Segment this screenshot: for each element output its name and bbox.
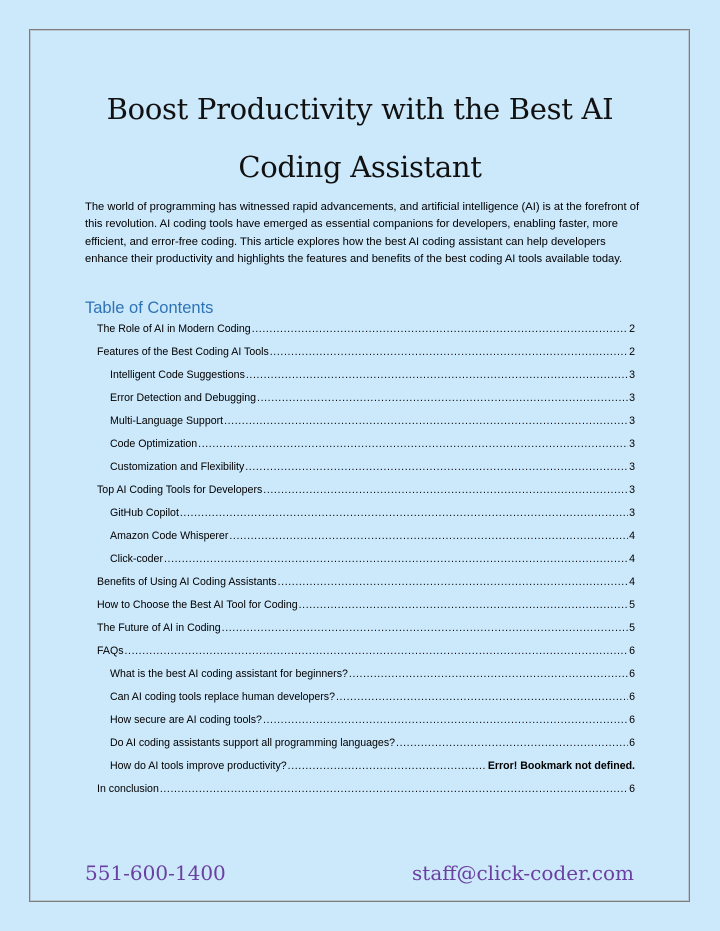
toc-dot-leader	[299, 596, 628, 614]
toc-page-number: 6	[629, 691, 635, 703]
toc-page-number: 3	[629, 392, 635, 404]
toc-dot-leader	[336, 688, 628, 706]
toc-dot-leader	[263, 711, 628, 729]
toc-entry-title: How to Choose the Best AI Tool for Coding	[97, 599, 298, 611]
toc-page-number: 3	[629, 484, 635, 496]
toc-dot-leader	[222, 619, 628, 637]
title-line-1: Boost Productivity with the Best AI	[106, 92, 614, 126]
toc-entry[interactable]	[97, 481, 635, 499]
toc-entry-title: Click-coder	[110, 553, 163, 565]
toc-page-number: 4	[629, 553, 635, 565]
toc-page-number: 6	[629, 645, 635, 657]
toc-entry-title: Multi-Language Support	[110, 415, 224, 427]
toc-dot-leader	[252, 320, 628, 338]
toc-entry[interactable]	[110, 550, 635, 568]
toc-dot-leader	[224, 412, 628, 430]
toc-dot-leader	[160, 780, 628, 798]
toc-page-number: 3	[629, 461, 635, 473]
toc-entry-title: Customization and Flexibility	[110, 461, 245, 473]
toc-dot-leader	[349, 665, 628, 683]
toc-entry[interactable]	[97, 642, 635, 660]
toc-page-number: 2	[629, 346, 635, 358]
toc-heading: Table of Contents	[85, 299, 214, 317]
toc-page-number: Error! Bookmark not defined.	[487, 760, 635, 772]
toc-entry-title: The Role of AI in Modern Coding	[97, 323, 251, 335]
footer-phone[interactable]: 551-600-1400	[85, 861, 226, 885]
toc-entry[interactable]	[110, 734, 635, 752]
toc-entry[interactable]	[110, 757, 635, 775]
toc-entry-title: In conclusion	[97, 783, 159, 795]
toc-entry[interactable]	[110, 711, 635, 729]
toc-page-number: 3	[629, 415, 635, 427]
toc-dot-leader	[180, 504, 628, 522]
toc-dot-leader	[198, 435, 628, 453]
toc-page-number: 3	[629, 438, 635, 450]
toc-entry-title: Intelligent Code Suggestions	[110, 369, 245, 381]
toc-entry[interactable]	[110, 504, 635, 522]
toc-entry[interactable]	[97, 573, 635, 591]
toc-entry[interactable]	[110, 366, 635, 384]
toc-page-number: 3	[629, 507, 635, 519]
toc-dot-leader	[164, 550, 628, 568]
intro-paragraph: The world of programming has witnessed rapid advancements, and artificial intelligence (AI) is at the forefront of this revolution. AI coding tools have emerged as essential companions for developers, enabling faster, more efficient, and error-free coding. This article explores how the best AI coding assistant can help developers enhance their productivity and highlights the features and benefits of the best coding AI tools available today.	[85, 201, 640, 265]
toc-page-number: 4	[629, 530, 635, 542]
toc-entry[interactable]	[110, 665, 635, 683]
toc-entry[interactable]	[110, 435, 635, 453]
toc-entry-title: FAQs	[97, 645, 124, 657]
toc-entry-title: GitHub Copilot	[110, 507, 179, 519]
toc-dot-leader	[396, 734, 628, 752]
toc-entry[interactable]	[110, 389, 635, 407]
toc-entry[interactable]	[97, 780, 635, 798]
toc-entry[interactable]	[110, 688, 635, 706]
toc-page-number: 6	[629, 737, 635, 749]
toc-page-number: 2	[629, 323, 635, 335]
toc-entry[interactable]	[97, 320, 635, 338]
toc-entry[interactable]	[110, 527, 635, 545]
toc-page-number: 5	[629, 622, 635, 634]
toc-page-number: 6	[629, 714, 635, 726]
toc-dot-leader	[270, 343, 628, 361]
toc-dot-leader	[288, 757, 487, 775]
footer-email[interactable]: staff@click-coder.com	[412, 861, 634, 885]
toc-entry[interactable]	[97, 619, 635, 637]
title-line-2: Coding Assistant	[238, 150, 482, 184]
toc-dot-leader	[229, 527, 628, 545]
toc-entry-title: Features of the Best Coding AI Tools	[97, 346, 269, 358]
toc-entry[interactable]	[110, 412, 635, 430]
toc-entry-title: Can AI coding tools replace human developers?	[110, 691, 335, 703]
toc-page-number: 3	[629, 369, 635, 381]
toc-entry-title: Do AI coding assistants support all programming languages?	[110, 737, 396, 749]
toc-page-number: 4	[629, 576, 635, 588]
toc-entry-title: Code Optimization	[110, 438, 198, 450]
toc-entry-title: Amazon Code Whisperer	[110, 530, 229, 542]
toc-entry-title: Benefits of Using AI Coding Assistants	[97, 576, 277, 588]
toc-entry-title: How secure are AI coding tools?	[110, 714, 262, 726]
toc-dot-leader	[125, 642, 629, 660]
toc-dot-leader	[257, 389, 628, 407]
toc-entry[interactable]	[110, 458, 635, 476]
toc-page-number: 5	[629, 599, 635, 611]
toc-entry[interactable]	[97, 596, 635, 614]
toc-entry[interactable]	[97, 343, 635, 361]
toc-entry-title: Error Detection and Debugging	[110, 392, 257, 404]
toc-entry-title: Top AI Coding Tools for Developers	[97, 484, 263, 496]
toc-dot-leader	[246, 366, 628, 384]
toc-dot-leader	[263, 481, 628, 499]
toc-dot-leader	[278, 573, 628, 591]
toc-entry-title: The Future of AI in Coding	[97, 622, 221, 634]
toc-entry-title: What is the best AI coding assistant for beginners?	[110, 668, 348, 680]
toc-entry-title: How do AI tools improve productivity?	[110, 760, 287, 772]
toc-page-number: 6	[629, 783, 635, 795]
toc-dot-leader	[245, 458, 628, 476]
document-title	[60, 80, 660, 196]
toc-page-number: 6	[629, 668, 635, 680]
